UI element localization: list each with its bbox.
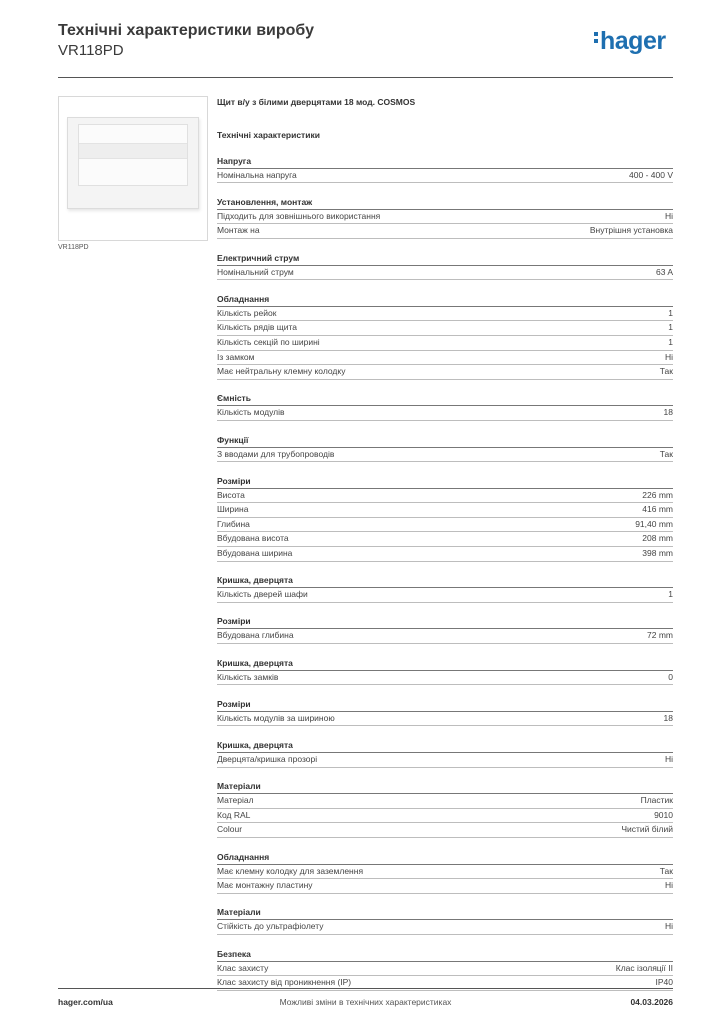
spec-row xyxy=(217,503,673,518)
spec-group xyxy=(217,155,673,184)
spec-label: Colour xyxy=(217,824,243,835)
spec-group-title: Матеріали xyxy=(217,780,673,794)
spec-label: Монтаж на xyxy=(217,225,260,236)
spec-value: 1 xyxy=(668,307,673,318)
spec-label: Стійкість до ультрафіолету xyxy=(217,921,324,932)
spec-value: Клас ізоляції II xyxy=(615,962,673,973)
spec-value: 18 xyxy=(663,407,673,418)
spec-value: 398 mm xyxy=(642,548,673,559)
spec-row xyxy=(217,169,673,184)
spec-row xyxy=(217,351,673,366)
spec-row xyxy=(217,753,673,768)
spec-group xyxy=(217,434,673,463)
spec-row xyxy=(217,307,673,322)
product-name: Щит в/у з білими дверцятами 18 мод. COSMOS xyxy=(217,97,416,107)
spec-row xyxy=(217,920,673,935)
spec-value: Ні xyxy=(664,351,673,362)
spec-group xyxy=(217,196,673,239)
spec-group xyxy=(217,851,673,894)
spec-group xyxy=(217,780,673,838)
spec-row xyxy=(217,879,673,894)
spec-label: Кількість модулів за шириною xyxy=(217,712,335,723)
spec-label: Глибина xyxy=(217,518,250,529)
footer-note: Можливі зміни в технічних характеристиках xyxy=(279,997,452,1007)
logo-dots-icon xyxy=(594,29,598,46)
spec-groups xyxy=(217,155,673,991)
spec-label: Кількість рядів щита xyxy=(217,322,297,333)
spec-row xyxy=(217,266,673,281)
spec-row xyxy=(217,365,673,380)
spec-value: Ні xyxy=(664,754,673,764)
spec-value: 226 mm xyxy=(642,489,673,500)
document-header xyxy=(58,20,314,60)
spec-value: Ні xyxy=(664,880,673,891)
spec-label: Із замком xyxy=(217,351,255,362)
footer-website[interactable]: hager.com/ua xyxy=(58,997,113,1007)
image-caption: VR118PD xyxy=(58,244,89,251)
specs-panel xyxy=(217,96,673,991)
footer-divider xyxy=(58,988,673,989)
footer xyxy=(58,997,673,1009)
spec-label: Код RAL xyxy=(217,809,251,820)
spec-group-title: Матеріали xyxy=(217,906,673,920)
spec-group-title: Безпека xyxy=(217,948,673,962)
spec-value: 416 mm xyxy=(642,504,673,515)
spec-value: Так xyxy=(659,865,673,876)
spec-label: Клас захисту від проникнення (IP) xyxy=(217,977,352,988)
spec-row xyxy=(217,809,673,824)
spec-row xyxy=(217,321,673,336)
spec-row xyxy=(217,865,673,880)
product-image xyxy=(58,96,208,241)
spec-row xyxy=(217,224,673,239)
spec-value: 400 - 400 V xyxy=(629,169,673,180)
spec-label: Кількість замків xyxy=(217,671,279,682)
spec-group xyxy=(217,657,673,686)
document-title: Технічні характеристики виробу xyxy=(58,22,314,39)
spec-label: Клас захисту xyxy=(217,962,269,973)
spec-group-title: Кришка, дверцята xyxy=(217,739,673,753)
spec-row xyxy=(217,823,673,838)
spec-row xyxy=(217,406,673,421)
spec-row xyxy=(217,962,673,977)
spec-row xyxy=(217,547,673,562)
footer-date: 04.03.2026 xyxy=(630,997,673,1007)
spec-group xyxy=(217,698,673,727)
spec-label: З вводами для трубопроводів xyxy=(217,448,335,459)
spec-label: Вбудована ширина xyxy=(217,548,293,559)
spec-group xyxy=(217,739,673,768)
spec-row xyxy=(217,671,673,686)
spec-group xyxy=(217,392,673,421)
spec-value: Ні xyxy=(664,210,673,221)
spec-label: Підходить для зовнішнього використання xyxy=(217,210,381,221)
spec-row xyxy=(217,712,673,727)
enclosure-door xyxy=(78,124,188,186)
logo-text: hager xyxy=(600,27,666,55)
spec-label: Матеріал xyxy=(217,795,254,806)
spec-group xyxy=(217,906,673,935)
spec-label: Дверцята/кришка прозорі xyxy=(217,754,318,764)
hager-logo xyxy=(594,26,666,56)
spec-group-title: Функції xyxy=(217,434,673,448)
spec-label: Номінальна напруга xyxy=(217,169,297,180)
spec-value: Так xyxy=(659,366,673,377)
spec-label: Вбудована висота xyxy=(217,533,289,544)
spec-label: Кількість рейок xyxy=(217,307,277,318)
spec-group-title: Електричний струм xyxy=(217,252,673,266)
spec-row xyxy=(217,210,673,225)
spec-value: Ні xyxy=(664,921,673,932)
spec-row xyxy=(217,489,673,504)
spec-label: Кількість дверей шафи xyxy=(217,589,308,600)
spec-value: 208 mm xyxy=(642,533,673,544)
spec-group-title: Ємність xyxy=(217,392,673,406)
spec-row xyxy=(217,629,673,644)
spec-group-title: Розміри xyxy=(217,615,673,629)
spec-value: 0 xyxy=(668,671,673,682)
spec-value: 91,40 mm xyxy=(635,518,673,529)
spec-value: 63 A xyxy=(655,266,673,277)
spec-value: 9010 xyxy=(654,809,673,820)
spec-group-title: Напруга xyxy=(217,155,673,169)
header-divider xyxy=(58,77,673,78)
spec-value: 1 xyxy=(668,336,673,347)
spec-group-title: Розміри xyxy=(217,698,673,712)
spec-label: Кількість секцій по ширині xyxy=(217,336,320,347)
enclosure-body xyxy=(67,117,199,209)
spec-group-title: Обладнання xyxy=(217,851,673,865)
spec-label: Має монтажну пластину xyxy=(217,880,313,891)
spec-group-title: Кришка, дверцята xyxy=(217,574,673,588)
spec-row xyxy=(217,532,673,547)
spec-value: Внутрішня установка xyxy=(589,225,673,236)
enclosure-band xyxy=(79,143,187,159)
spec-label: Має нейтральну клемну колодку xyxy=(217,366,346,377)
spec-group xyxy=(217,615,673,644)
spec-row xyxy=(217,588,673,603)
spec-group-title: Кришка, дверцята xyxy=(217,657,673,671)
spec-value: Так xyxy=(659,448,673,459)
spec-group xyxy=(217,475,673,562)
spec-group xyxy=(217,252,673,281)
spec-value: 72 mm xyxy=(647,630,673,641)
spec-row xyxy=(217,448,673,463)
spec-group xyxy=(217,293,673,380)
spec-row xyxy=(217,518,673,533)
spec-group xyxy=(217,574,673,603)
spec-value: 18 xyxy=(663,712,673,723)
spec-group-title: Обладнання xyxy=(217,293,673,307)
spec-label: Кількість модулів xyxy=(217,407,285,418)
spec-value: 1 xyxy=(668,322,673,333)
spec-row xyxy=(217,336,673,351)
spec-group-title: Розміри xyxy=(217,475,673,489)
spec-group-title: Установлення, монтаж xyxy=(217,196,673,210)
spec-value: Пластик xyxy=(640,795,673,806)
spec-row xyxy=(217,794,673,809)
spec-value: 1 xyxy=(668,589,673,600)
spec-value: Чистий білий xyxy=(621,824,673,835)
spec-group xyxy=(217,948,673,991)
specs-title: Технічні характеристики xyxy=(217,130,320,140)
spec-label: Ширина xyxy=(217,504,249,515)
spec-label: Вбудована глибина xyxy=(217,630,294,641)
spec-value: IP40 xyxy=(655,977,673,988)
spec-label: Має клемну колодку для заземлення xyxy=(217,865,364,876)
product-code: VR118PD xyxy=(58,42,124,59)
spec-label: Номінальний струм xyxy=(217,266,294,277)
spec-label: Висота xyxy=(217,489,245,500)
